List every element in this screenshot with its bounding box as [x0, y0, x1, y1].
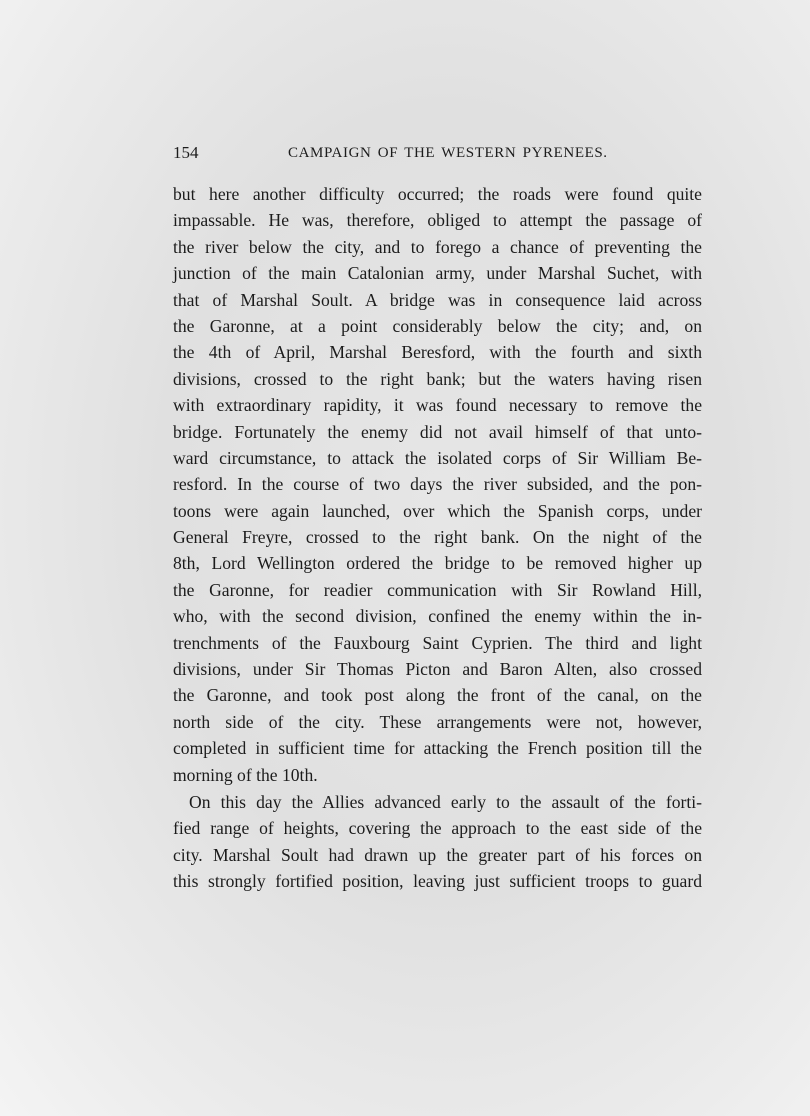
text-line: resford. In the course of two days the river subsided, and the pon-: [173, 474, 702, 495]
text-line: north side of the city. These arrangements were not, however,: [173, 711, 702, 732]
text-line: impassable. He was, therefore, obliged to attempt the passage of: [173, 210, 702, 231]
text-line: the river below the city, and to forego a chance of preventing the: [173, 236, 702, 257]
text-line: divisions, crossed to the right bank; but the waters having risen: [173, 368, 702, 389]
text-line: divisions, under Sir Thomas Picton and Baron Alten, also crossed: [173, 659, 702, 680]
text-line: with extraordinary rapidity, it was found necessary to remove the: [173, 395, 702, 416]
text-line: who, with the second division, confined the enemy within the in-: [173, 606, 702, 627]
text-line: morning of the 10th.: [173, 764, 318, 785]
text-line: toons were again launched, over which the Spanish corps, under: [173, 500, 702, 521]
text-line: General Freyre, crossed to the right bank. On the night of the: [173, 527, 702, 548]
paragraph-1: [173, 181, 702, 788]
text-line: 8th, Lord Wellington ordered the bridge to be removed higher up: [173, 553, 702, 574]
text-line: ward circumstance, to attack the isolated corps of Sir William Be-: [173, 447, 702, 468]
text-line: that of Marshal Soult. A bridge was in consequence laid across: [173, 289, 702, 310]
text-line: bridge. Fortunately the enemy did not avail himself of that unto-: [173, 421, 702, 442]
text-line: fied range of heights, covering the approach to the east side of the: [173, 818, 702, 839]
text-line: the Garonne, and took post along the front of the canal, on the: [173, 685, 702, 706]
text-line: the Garonne, at a point considerably below the city; and, on: [173, 315, 702, 336]
running-head: CAMPAIGN OF THE WESTERN PYRENEES.: [288, 145, 608, 161]
text-line: this strongly fortified position, leaving just sufficient troops to guard: [173, 871, 702, 892]
paragraph-2: [173, 789, 702, 895]
text-line: trenchments of the Fauxbourg Saint Cyprien. The third and light: [173, 632, 702, 653]
page-number: 154: [173, 143, 199, 162]
text-line: the 4th of April, Marshal Beresford, with the fourth and sixth: [173, 342, 702, 363]
text-line: but here another difficulty occurred; the roads were found quite: [173, 184, 702, 204]
text-line: city. Marshal Soult had drawn up the greater part of his forces on: [173, 844, 702, 865]
text-line: completed in sufficient time for attacking the French position till the: [173, 738, 702, 759]
body-text: [173, 181, 702, 895]
text-line: the Garonne, for readier communication with Sir Rowland Hill,: [173, 579, 702, 600]
text-line: On this day the Allies advanced early to the assault of the forti-: [189, 791, 702, 812]
text-line: junction of the main Catalonian army, under Marshal Suchet, with: [173, 263, 702, 284]
